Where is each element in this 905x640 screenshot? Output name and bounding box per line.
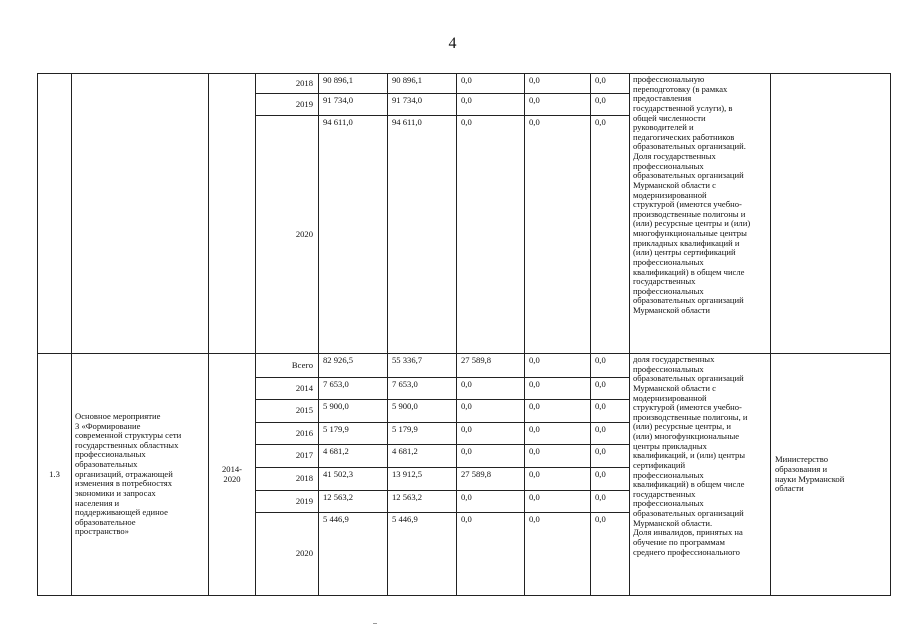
regional-budget-cell: 55 336,7: [388, 354, 457, 378]
federal-budget-cell: 0,0: [457, 400, 525, 423]
total-cell: 94 611,0: [319, 116, 388, 354]
program-activities-table: [37, 73, 891, 596]
regional-budget-cell: 94 611,0: [388, 116, 457, 354]
executor-cell: [771, 74, 891, 354]
federal-budget-cell: 0,0: [457, 378, 525, 400]
municipal-budget-cell: 0,0: [525, 354, 591, 378]
other-sources-cell: 0,0: [591, 74, 630, 94]
total-cell: 5 446,9: [319, 513, 388, 596]
regional-budget-cell: 5 446,9: [388, 513, 457, 596]
indicator-cell: доля государственных профессиональных образовательных организаций Мурманской области с модернизированной структурой (имеются учебно- производственные полигоны, и (или) ресурсные центры, и (или) многофункциональные центры прикладных квалификаций, и (или) центры сертификаций профессиональных квалификаций) в общем числе государственных профессиональных образовательных организаций Мурманской области. Доля инвалидов, принятых на обучение по программам среднего профессионального: [630, 354, 771, 596]
municipal-budget-cell: 0,0: [525, 74, 591, 94]
total-cell: 5 179,9: [319, 423, 388, 445]
federal-budget-cell: 0,0: [457, 491, 525, 513]
regional-budget-cell: 91 734,0: [388, 94, 457, 116]
year-cell: 2020: [256, 116, 319, 354]
total-cell: 4 681,2: [319, 445, 388, 468]
regional-budget-cell: 7 653,0: [388, 378, 457, 400]
municipal-budget-cell: 0,0: [525, 94, 591, 116]
year-cell: 2020: [256, 513, 319, 596]
federal-budget-cell: 27 589,8: [457, 354, 525, 378]
year-cell: 2019: [256, 491, 319, 513]
regional-budget-cell: 12 563,2: [388, 491, 457, 513]
total-cell: 82 926,5: [319, 354, 388, 378]
regional-budget-cell: 90 896,1: [388, 74, 457, 94]
year-cell: 2016: [256, 423, 319, 445]
other-sources-cell: 0,0: [591, 354, 630, 378]
activity-period: 2014- 2020: [209, 354, 256, 596]
activity-name: Основное мероприятие 3 «Формирование современной структуры сети государственных областных профессиональных образовательных организаций, отражающей изменения в потребностях экономики и запросах населения и поддерживающей единое образовательное пространство»: [72, 354, 209, 596]
table-row: [38, 354, 891, 378]
municipal-budget-cell: 0,0: [525, 513, 591, 596]
regional-budget-cell: 13 912,5: [388, 468, 457, 491]
municipal-budget-cell: 0,0: [525, 423, 591, 445]
indicator-cell: профессиональную переподготовку (в рамках предоставления государственной услуги), в общей численности руководителей и педагогических работников образовательных организаций. Доля государственных профессиональных образовательных организаций Мурманской области с модернизированной структурой (имеются учебно- производственные полигоны и (или) ресурсные центры и (или) многофункциональные центры прикладных квалификаций и (или) центры сертификаций профессиональных квалификаций) в общем числе государственных профессиональных образовательных организаций Мурманской области: [630, 74, 771, 354]
year-cell: 2017: [256, 445, 319, 468]
other-sources-cell: 0,0: [591, 445, 630, 468]
total-cell: 41 502,3: [319, 468, 388, 491]
activity-code: 1.3: [38, 354, 72, 596]
other-sources-cell: 0,0: [591, 491, 630, 513]
municipal-budget-cell: 0,0: [525, 445, 591, 468]
municipal-budget-cell: 0,0: [525, 378, 591, 400]
code-cell: [38, 74, 72, 354]
municipal-budget-cell: 0,0: [525, 468, 591, 491]
other-sources-cell: 0,0: [591, 513, 630, 596]
federal-budget-cell: 0,0: [457, 423, 525, 445]
other-sources-cell: 0,0: [591, 94, 630, 116]
other-sources-cell: 0,0: [591, 378, 630, 400]
year-cell: 2019: [256, 94, 319, 116]
year-cell: 2015: [256, 400, 319, 423]
municipal-budget-cell: 0,0: [525, 116, 591, 354]
total-cell: 12 563,2: [319, 491, 388, 513]
municipal-budget-cell: 0,0: [525, 400, 591, 423]
federal-budget-cell: 0,0: [457, 445, 525, 468]
other-sources-cell: 0,0: [591, 116, 630, 354]
total-cell: 90 896,1: [319, 74, 388, 94]
total-cell: 7 653,0: [319, 378, 388, 400]
table-row: [38, 74, 891, 94]
municipal-budget-cell: 0,0: [525, 491, 591, 513]
year-cell: Всего: [256, 354, 319, 378]
federal-budget-cell: 0,0: [457, 94, 525, 116]
year-cell: 2018: [256, 74, 319, 94]
activity-executor: Министерство образования и науки Мурманской области: [771, 354, 891, 596]
other-sources-cell: 0,0: [591, 423, 630, 445]
federal-budget-cell: 0,0: [457, 116, 525, 354]
federal-budget-cell: 0,0: [457, 74, 525, 94]
total-cell: 5 900,0: [319, 400, 388, 423]
total-cell: 91 734,0: [319, 94, 388, 116]
regional-budget-cell: 5 179,9: [388, 423, 457, 445]
period-cell: [209, 74, 256, 354]
federal-budget-cell: 0,0: [457, 513, 525, 596]
other-sources-cell: 0,0: [591, 468, 630, 491]
year-cell: 2014: [256, 378, 319, 400]
federal-budget-cell: 27 589,8: [457, 468, 525, 491]
scan-mark: [373, 623, 377, 624]
activity-name-cell: [72, 74, 209, 354]
regional-budget-cell: 4 681,2: [388, 445, 457, 468]
other-sources-cell: 0,0: [591, 400, 630, 423]
regional-budget-cell: 5 900,0: [388, 400, 457, 423]
page-number: 4: [448, 35, 457, 52]
year-cell: 2018: [256, 468, 319, 491]
